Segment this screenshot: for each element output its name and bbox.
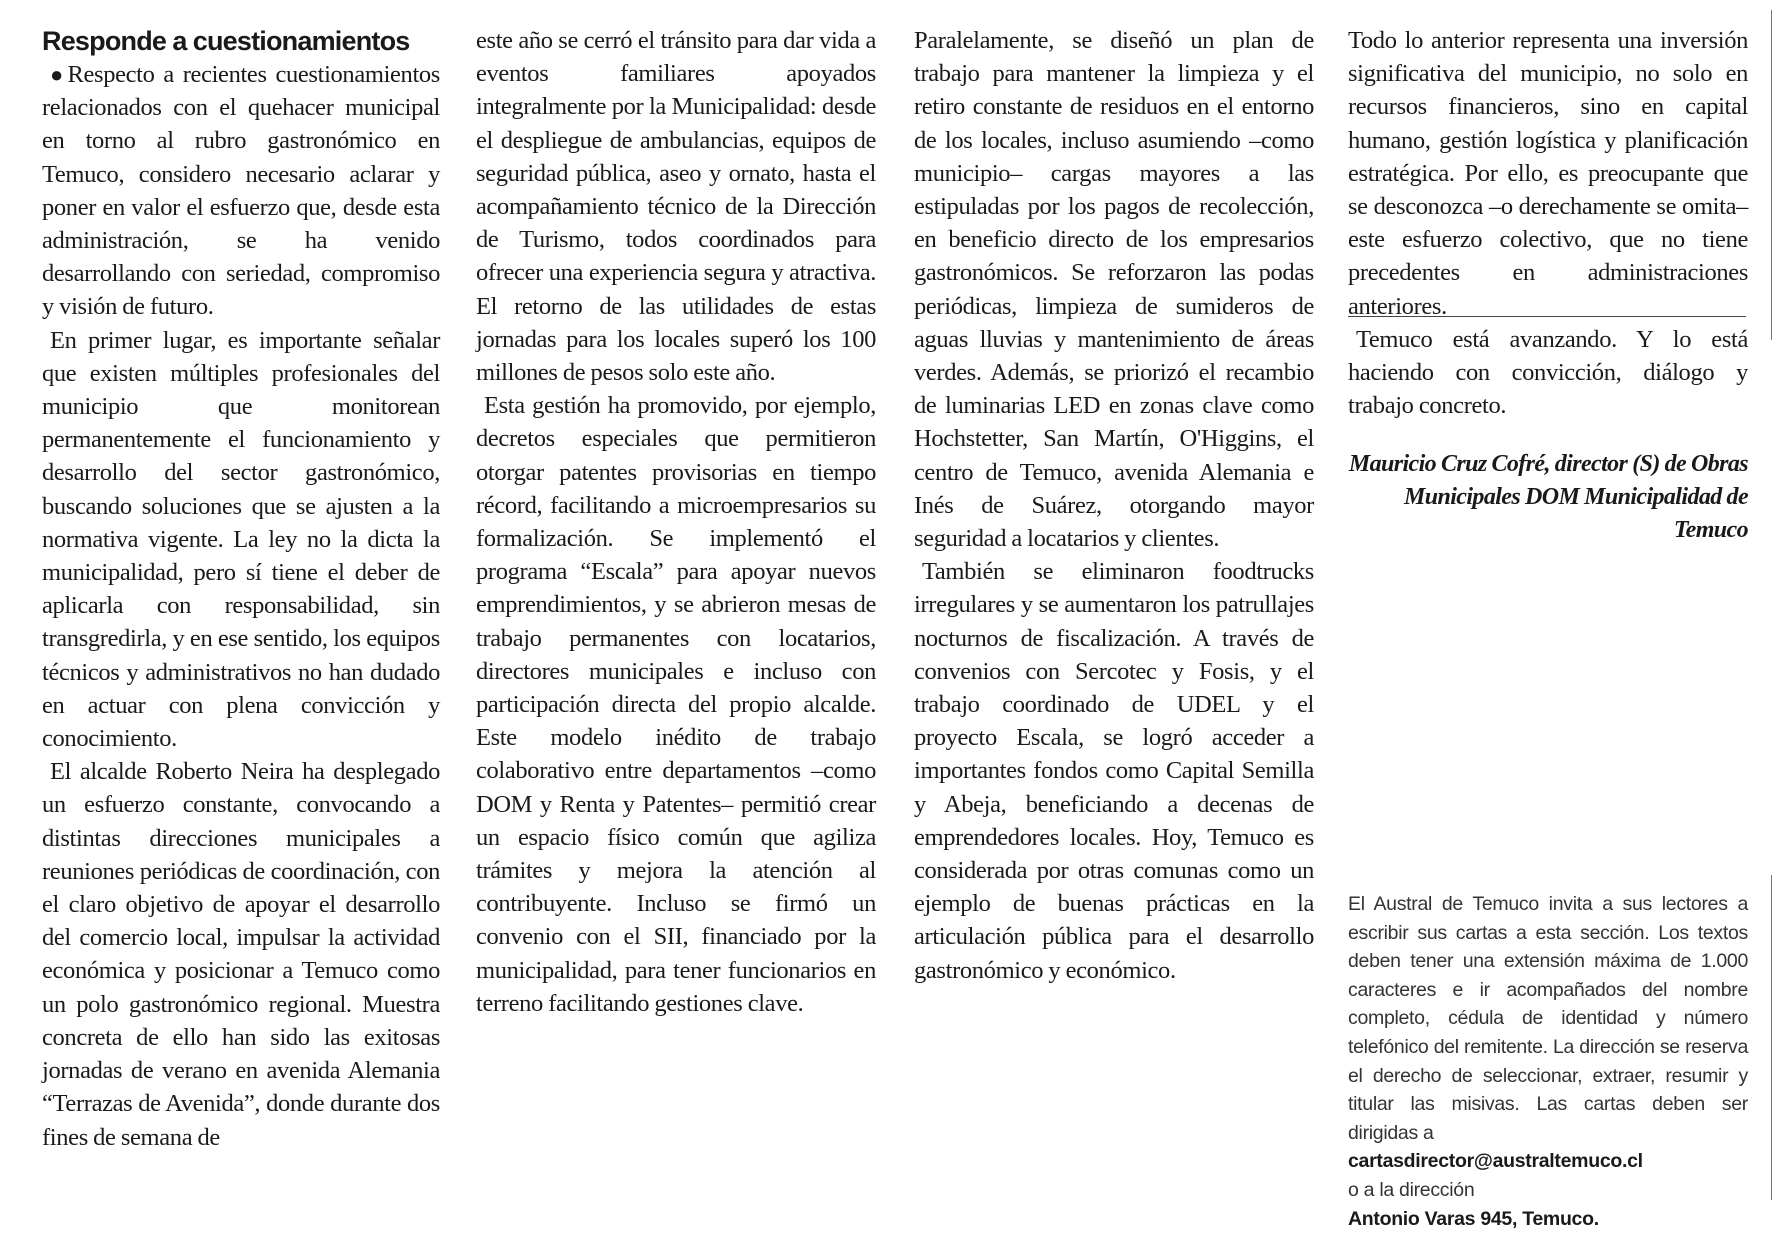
- article-signature: Mauricio Cruz Cofré, director (S) de Obras Municipales DOM Municipalidad de Temuco: [1348, 451, 1748, 544]
- right-edge-line-bottom: [1771, 875, 1772, 1200]
- invite-text: El Austral de Temuco invita a sus lectores a escribir sus cartas a esta sección. Los textos deben tener una extensión máxima de 1.000 caracteres e ir acompañados del nombre completo, cédula de identidad y número telefónico del remitente. La dirección se reserva el derecho de seleccionar, extraer, resumir y titular las misivas. Las cartas deben ser dirigidas a: [1348, 893, 1748, 1144]
- article-column-3: [914, 24, 1314, 987]
- or-address-text: o a la dirección: [1348, 1178, 1475, 1201]
- article-paragraph-3-continued: este año se cerró el tránsito para dar vida a eventos familiares apoyados integralmente por la Municipalidad: desde el despliegue de ambulancias, equipos de seguridad pública, aseo y ornato, hasta el acompañamiento técnico de la Dirección de Turismo, todos coordinados para ofrecer una experiencia segura y atractiva. El retorno de las utilidades de estas jornadas para los locales superó los 100 millones de pesos solo este año.: [476, 27, 876, 387]
- article-headline: Responde a cuestionamientos: [42, 26, 410, 56]
- article-paragraph-3: El alcalde Roberto Neira ha desplegado un esfuerzo constante, convocando a distintas direcciones municipales a reuniones periódicas de coordinación, con el claro objetivo de apoyar el desarrollo del comercio local, impulsar la actividad económica y posicionar a Temuco como un polo gastronómico regional. Muestra concreta de ello han sido las exitosas jornadas de verano en avenida Alemania “Terrazas de Avenida”, donde durante dos fines de semana de: [42, 758, 440, 1151]
- right-edge-line-top: [1771, 10, 1772, 340]
- email-address[interactable]: cartasdirector@australtemuco.cl: [1348, 1150, 1643, 1173]
- article-column-2: [476, 24, 876, 1020]
- bullet-icon: ●: [50, 62, 67, 87]
- article-paragraph-7: Todo lo anterior representa una inversión significativa del municipio, no solo en recursos financieros, sino en capital humano, gestión logística y planificación estratégica. Por ello, es preocupante que se desconozca –o derechamente se omita– este esfuerzo colectivo, que no tiene precedentes en administraciones anteriores.: [1348, 27, 1748, 320]
- article-paragraph-4: Esta gestión ha promovido, por ejemplo, decretos especiales que permitieron otorgar patentes provisorias en tiempo récord, facilitando a microempresarios su formalización. Se implementó el programa “Escala” para apoyar nuevos emprendimientos, y se abrieron mesas de trabajo permanentes con locatarios, directores municipales e incluso con participación directa del propio alcalde. Este modelo inédito de trabajo colaborativo entre departamentos –como DOM y Renta y Patentes– permitió crear un espacio físico común que agiliza trámites y mejora la atención al contribuyente. Incluso se firmó un convenio con el SII, financiado por la municipalidad, para tener funcionarios en terreno facilitando gestiones clave.: [476, 392, 876, 1017]
- postal-address: Antonio Varas 945, Temuco.: [1348, 1207, 1599, 1230]
- article-paragraph-2: En primer lugar, es importante señalar que existen múltiples profesionales del municipio que monitorean permanentemente el funcionamiento y desarrollo del sector gastronómico, buscando soluciones que se ajusten a la normativa vigente. La ley no la dicta la municipalidad, pero sí tiene el deber de aplicarla con responsabilidad, sin transgredirla, y en ese sentido, los equipos técnicos y administrativos no han dudado en actuar con plena convicción y conocimiento.: [42, 326, 440, 753]
- divider-rule: [1348, 316, 1746, 317]
- article-paragraph-6: También se eliminaron foodtrucks irregulares y se aumentaron los patrullajes nocturnos de fiscalización. A través de convenios con Sercotec y Fosis, y el trabajo coordinado de UDEL y el proyecto Escala, se logró acceder a importantes fondos como Capital Semilla y Abeja, beneficiando a decenas de emprendedores locales. Hoy, Temuco es considerada por otras comunas como un ejemplo de buenas prácticas en la articulación pública para el desarrollo gastronómico y económico.: [914, 558, 1314, 984]
- article-column-4: [1348, 24, 1748, 547]
- article-paragraph-5: Paralelamente, se diseñó un plan de trabajo para mantener la limpieza y el retiro constante de residuos en el entorno de los locales, incluso asumiendo –como municipio– cargas mayores a las estipuladas por los pagos de recolección, en beneficio directo de los empresarios gastronómicos. Se reforzaron las podas periódicas, limpieza de sumideros de aguas lluvias y mantenimiento de áreas verdes. Además, se priorizó el recambio de luminarias LED en zonas clave como Hochstetter, San Martín, O'Higgins, el centro de Temuco, avenida Alemania e Inés de Suárez, otorgando mayor seguridad a locatarios y clientes.: [914, 27, 1314, 553]
- article-paragraph-1: ●Respecto a recientes cuestionamientos relacionados con el quehacer municipal en torno al rubro gastronómico en Temuco, considero necesario aclarar y poner en valor el esfuerzo que, desde esta administración, se ha venido desarrollando con seriedad, compromiso y visión de futuro.: [42, 61, 440, 321]
- letters-invite-box: [1348, 890, 1748, 1233]
- article-paragraph-8: Temuco está avanzando. Y lo está haciendo con convicción, diálogo y trabajo concreto.: [1348, 325, 1748, 420]
- article-column-1: [42, 24, 440, 1154]
